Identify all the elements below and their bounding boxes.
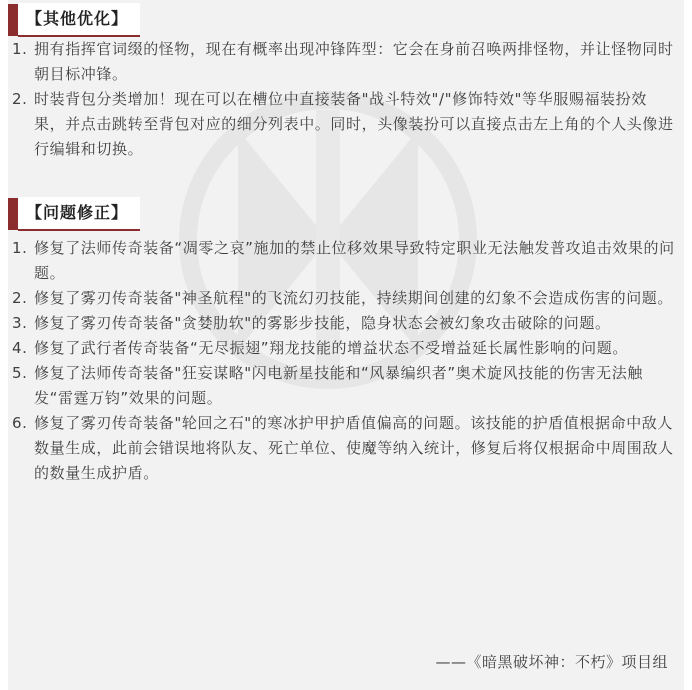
list-item: 2. 时装背包分类增加！现在可以在槽位中直接装备"战斗特效"/"修饰特效"等华服赐福装扮效果，并点击跳转至背包对应的细分列表中。同时，头像装扮可以直接点击左上角的个人头像进行编辑和切换。 [12, 90, 674, 158]
section-accent-bar [8, 198, 18, 230]
list-item: 3. 修复了雾刃传奇装备"贪婪肋软"的雾影步技能，隐身状态会被幻象攻击破除的问题。 [12, 314, 611, 332]
list-item: 1. 修复了法师传奇装备“凋零之哀”施加的禁止位移效果导致特定职业无法触发普攻追击效果的问题。 [12, 239, 675, 282]
list-item: 4. 修复了武行者传奇装备“无尽振翅”翔龙技能的增益状态不受增益延长属性影响的问题。 [12, 339, 628, 357]
section-header-bug-fixes [8, 198, 140, 230]
section-header-other-optimizations [8, 4, 140, 36]
fix-list [12, 236, 676, 486]
section-accent-bar [8, 4, 18, 36]
optimization-list [12, 37, 676, 162]
list-item: 1. 拥有指挥官词缀的怪物，现在有概率出现冲锋阵型：它会在身前召唤两排怪物，并让怪物同时朝目标冲锋。 [12, 40, 674, 83]
list-item: 6. 修复了雾刃传奇装备"轮回之石"的寒冰护甲护盾值偏高的问题。该技能的护盾值根据命中敌人数量生成，此前会错误地将队友、死亡单位、使魔等纳入统计，修复后将仅根据命中周围敌人的数量生成护盾。 [12, 414, 674, 482]
section-title: 【问题修正】 [18, 197, 140, 231]
signature-footer: ——《暗黑破坏神：不朽》项目组 [435, 653, 668, 671]
content-panel [8, 0, 684, 690]
list-item: 2. 修复了雾刃传奇装备"神圣航程"的飞流幻刃技能，持续期间创建的幻象不会造成伤害的问题。 [12, 289, 674, 307]
section-title: 【其他优化】 [18, 3, 140, 37]
list-item: 5. 修复了法师传奇装备"狂妄谋略"闪电新星技能和“风暴编织者”奥术旋风技能的伤害无法触发“雷霆万钧”效果的问题。 [12, 364, 643, 407]
